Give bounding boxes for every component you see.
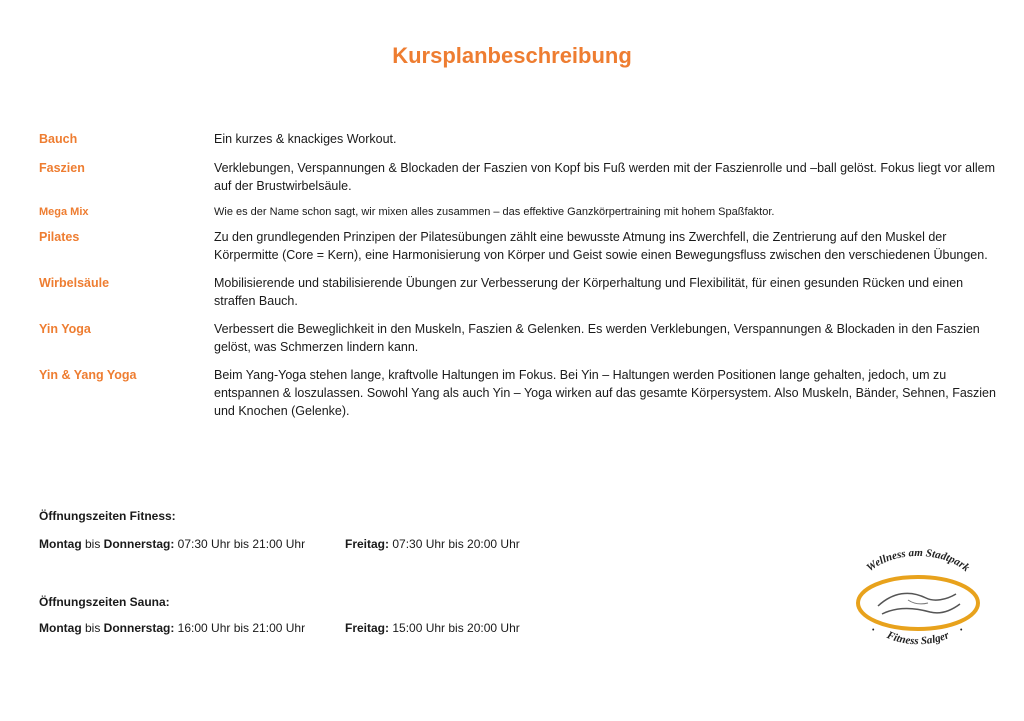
logo-bottom-text: Fitness Salger	[885, 629, 952, 648]
course-row-yin-yang-yoga	[39, 366, 999, 420]
fitness-weekday-hours	[39, 537, 305, 551]
sauna-friday-hours	[345, 621, 520, 635]
logo-hand-lower	[882, 604, 960, 614]
weekday-time: 07:30 Uhr bis 21:00 Uhr	[174, 537, 306, 551]
course-description: Beim Yang-Yoga stehen lange, kraftvolle Haltungen im Fokus. Bei Yin – Haltungen werden Positionen lange gehalten, jedoch, um zu entspannen & loszulassen. Sowohl Yang als auch Yin – Yoga wirken auf das gesamte Körpersystem. Also Muskeln, Bänder, Sehnen, Faszien und Knochen (Gelenke).	[214, 368, 996, 418]
course-description: Wie es der Name schon sagt, wir mixen alles zusammen – das effektive Ganzkörpertraining mit hohem Spaßfaktor.	[214, 206, 775, 218]
fitness-hours-heading: Öffnungszeiten Fitness:	[39, 509, 176, 523]
course-description: Ein kurzes & knackiges Workout.	[214, 132, 397, 146]
logo-graphic	[848, 548, 988, 648]
range-word: bis	[81, 621, 104, 635]
sauna-weekday-hours	[39, 621, 305, 635]
course-row-yin-yoga	[39, 320, 999, 356]
friday-label: Freitag:	[345, 537, 390, 551]
course-name: Yin & Yang Yoga	[39, 368, 137, 382]
friday-time: 15:00 Uhr bis 20:00 Uhr	[389, 621, 520, 635]
course-row-pilates	[39, 228, 999, 264]
course-row-wirbelsaeule	[39, 274, 999, 310]
page-title: Kursplanbeschreibung	[392, 43, 632, 68]
logo-ring	[858, 577, 978, 629]
wellness-logo	[848, 548, 988, 648]
course-row-faszien	[39, 159, 999, 195]
course-name: Bauch	[39, 132, 78, 146]
course-name: Mega Mix	[39, 206, 89, 218]
course-name: Pilates	[39, 230, 80, 244]
sauna-hours-heading: Öffnungszeiten Sauna:	[39, 595, 170, 609]
course-description: Verklebungen, Verspannungen & Blockaden der Faszien von Kopf bis Fuß werden mit der Faszienrolle und –ball gelöst. Fokus liegt vor allem auf der Brustwirbelsäule.	[214, 161, 995, 193]
logo-dot-right: •	[960, 627, 963, 634]
course-name: Faszien	[39, 161, 85, 175]
course-row-bauch	[39, 130, 999, 148]
logo-top-text: Wellness am Stadtpark	[864, 548, 972, 575]
weekday-end: Donnerstag:	[103, 621, 175, 635]
logo-dot-left: •	[872, 627, 875, 634]
course-list	[39, 130, 999, 420]
course-description: Zu den grundlegenden Prinzipen der Pilatesübungen zählt eine bewusste Atmung ins Zwerchfell, die Zentrierung auf den Muskel der Körpermitte (Core = Kern), eine Harmonisierung von Körper und Geist sowie einen Bewegungsfluss zwischen den verschiedenen Übungen.	[214, 230, 988, 262]
friday-label: Freitag:	[345, 621, 390, 635]
range-word: bis	[81, 537, 104, 551]
weekday-start: Montag	[39, 537, 82, 551]
course-description: Mobilisierende und stabilisierende Übungen zur Verbesserung der Körperhaltung und Flexibilität, für einen gesunden Rücken und einen straffen Bauch.	[214, 276, 964, 308]
fitness-friday-hours	[345, 537, 520, 551]
course-description: Verbessert die Beweglichkeit in den Muskeln, Faszien & Gelenken. Es werden Verklebungen, Verspannungen & Blockaden in den Faszien gelöst, was Schmerzen lindern kann.	[214, 322, 980, 354]
logo-fingers	[908, 600, 928, 604]
friday-time: 07:30 Uhr bis 20:00 Uhr	[389, 537, 520, 551]
weekday-start: Montag	[39, 621, 82, 635]
course-name: Yin Yoga	[39, 322, 91, 336]
course-row-mega-mix	[39, 204, 999, 220]
weekday-end: Donnerstag:	[103, 537, 175, 551]
course-name: Wirbelsäule	[39, 276, 110, 290]
weekday-time: 16:00 Uhr bis 21:00 Uhr	[174, 621, 306, 635]
